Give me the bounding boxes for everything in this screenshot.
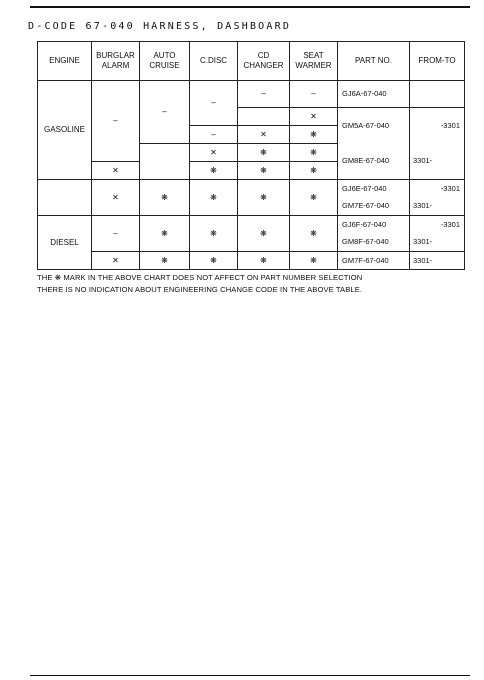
mark-cell: ❋ (140, 216, 190, 252)
mark-cell: – (190, 126, 238, 144)
mark-cell: ❋ (238, 162, 290, 180)
range-from: -3301 (440, 120, 460, 130)
engine-cell-diesel: DIESEL (38, 216, 92, 270)
mark-cell: ❋ (190, 162, 238, 180)
mark-cell: ❋ (140, 180, 190, 216)
engine-cell-empty (38, 180, 92, 216)
part-number: GM5A-67-040 (342, 120, 390, 130)
range-to: 3301- (410, 252, 465, 270)
part-number: GJ6E-67-040 (342, 183, 387, 193)
mark-cell: ❋ (290, 180, 338, 216)
harness-table (37, 41, 465, 270)
part-number-stack (338, 216, 410, 252)
bottom-rule (30, 675, 470, 676)
range-stack (410, 108, 465, 180)
engine-cell-gasoline: GASOLINE (38, 81, 92, 180)
header-engine: ENGINE (38, 42, 92, 81)
mark-cell: ❋ (290, 162, 338, 180)
mark-cell (140, 144, 190, 180)
mark-cell: – (92, 216, 140, 252)
table-row (38, 216, 465, 252)
range-stack (410, 180, 465, 216)
part-number: GJ6F-67-040 (342, 219, 387, 229)
mark-cell: ✕ (290, 108, 338, 126)
header-seat-warmer: SEAT WARMER (290, 42, 338, 81)
mark-cell: – (190, 81, 238, 126)
mark-cell: ❋ (140, 252, 190, 270)
part-number-stack (338, 108, 410, 180)
mark-cell (238, 108, 290, 126)
range-from: -3301 (440, 183, 460, 193)
range-to: 3301- (413, 237, 433, 247)
header-part-no: PART NO. (338, 42, 410, 81)
mark-cell: ✕ (238, 126, 290, 144)
footnote-2: THERE IS NO INDICATION ABOUT ENGINEERING CHANGE CODE IN THE ABOVE TABLE. (37, 285, 363, 294)
mark-cell: ✕ (92, 162, 140, 180)
part-number: GJ6A-67-040 (338, 81, 410, 108)
footnote-1: THE ❋ MARK IN THE ABOVE CHART DOES NOT AFFECT ON PART NUMBER SELECTION (37, 273, 363, 282)
range-to: 3301- (413, 156, 433, 166)
header-row (38, 42, 465, 81)
table-row (38, 252, 465, 270)
mark-cell: ❋ (238, 144, 290, 162)
mark-cell: – (238, 81, 290, 108)
range-stack (410, 216, 465, 252)
header-auto-cruise: AUTO CRUISE (140, 42, 190, 81)
header-from-to: FROM-TO (410, 42, 465, 81)
mark-cell: ❋ (238, 216, 290, 252)
mark-cell: ✕ (92, 252, 140, 270)
mark-cell: – (92, 81, 140, 162)
header-cd-changer: CD CHANGER (238, 42, 290, 81)
mark-cell: ❋ (290, 144, 338, 162)
mark-cell: – (290, 81, 338, 108)
part-number: GM8F-67-040 (342, 237, 389, 247)
part-number: GM7F-67-040 (338, 252, 410, 270)
mark-cell: ❋ (238, 180, 290, 216)
header-burglar-alarm: BURGLAR ALARM (92, 42, 140, 81)
top-rule (30, 6, 470, 8)
header-c-disc: C.DISC (190, 42, 238, 81)
mark-cell: ❋ (190, 216, 238, 252)
mark-cell: ❋ (190, 252, 238, 270)
mark-cell: ❋ (290, 126, 338, 144)
range-from: -3301 (440, 219, 460, 229)
document-title: D-CODE 67-040 HARNESS, DASHBOARD (28, 21, 292, 32)
mark-cell: ❋ (190, 180, 238, 216)
range-to: 3301- (413, 201, 433, 211)
mark-cell: ❋ (238, 252, 290, 270)
part-number: GM8E-67-040 (342, 156, 390, 166)
mark-cell: ✕ (92, 180, 140, 216)
mark-cell: ✕ (190, 144, 238, 162)
part-number: GM7E-67-040 (342, 201, 390, 211)
mark-cell: ❋ (290, 252, 338, 270)
table-row (38, 180, 465, 216)
range-cell (410, 81, 465, 108)
mark-cell: – (140, 81, 190, 144)
mark-cell: ❋ (290, 216, 338, 252)
part-number-stack (338, 180, 410, 216)
table-row (38, 81, 465, 108)
